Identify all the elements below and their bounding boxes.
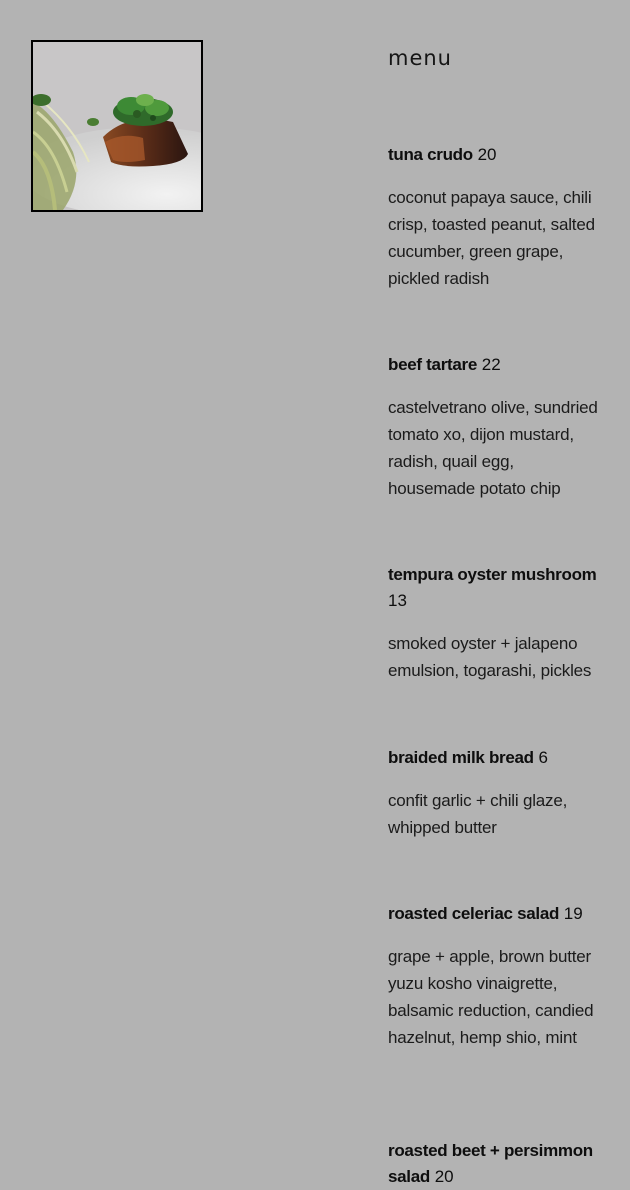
menu-item-heading: [388, 142, 598, 168]
menu-item-roasted-celeriac-salad: [388, 901, 598, 1051]
menu-item-name: tempura oyster mushroom: [388, 565, 597, 584]
menu-item-description: smoked oyster + jalapeno emulsion, togarashi, pickles: [388, 634, 592, 680]
menu-item-price: 13: [388, 591, 407, 610]
menu-title: menu: [388, 46, 452, 70]
menu-item-name: beef tartare: [388, 355, 477, 374]
menu-item-name: tuna crudo: [388, 145, 473, 164]
menu-item-name: roasted beet + persimmon salad: [388, 1141, 593, 1186]
menu-item-beef-tartare: [388, 352, 598, 502]
menu-item-roasted-beet-persimmon-salad: [388, 1138, 598, 1190]
menu-item-tuna-crudo: [388, 142, 598, 292]
menu-item-name: braided milk bread: [388, 748, 534, 767]
menu-item-description: castelvetrano olive, sundried tomato xo, dijon mustard, radish, quail egg, housemade potato chip: [388, 398, 598, 498]
menu-item-heading: [388, 745, 598, 771]
menu-item-description: grape + apple, brown butter yuzu kosho vinaigrette, balsamic reduction, candied hazelnut, hemp shio, mint: [388, 947, 594, 1047]
menu-item-price: 20: [434, 1167, 454, 1186]
menu-item-description: coconut papaya sauce, chili crisp, toasted peanut, salted cucumber, green grape, pickled radish: [388, 188, 595, 288]
menu-item-braided-milk-bread: [388, 745, 598, 841]
menu-item-heading: [388, 352, 598, 378]
menu-item-price: 22: [481, 355, 501, 374]
menu-item-heading: [388, 901, 598, 927]
menu-item-heading: [388, 1138, 598, 1190]
menu-item-description: confit garlic + chili glaze, whipped butter: [388, 791, 568, 837]
menu-item-price: 20: [477, 145, 497, 164]
dish-photo[interactable]: [31, 40, 203, 212]
dish-photo-image: [33, 42, 201, 210]
menu-item-heading: [388, 562, 598, 614]
menu-item-price: 19: [563, 904, 583, 923]
menu-item-tempura-oyster-mushroom: [388, 562, 598, 684]
menu-item-name: roasted celeriac salad: [388, 904, 560, 923]
menu-item-price: 6: [538, 748, 548, 767]
